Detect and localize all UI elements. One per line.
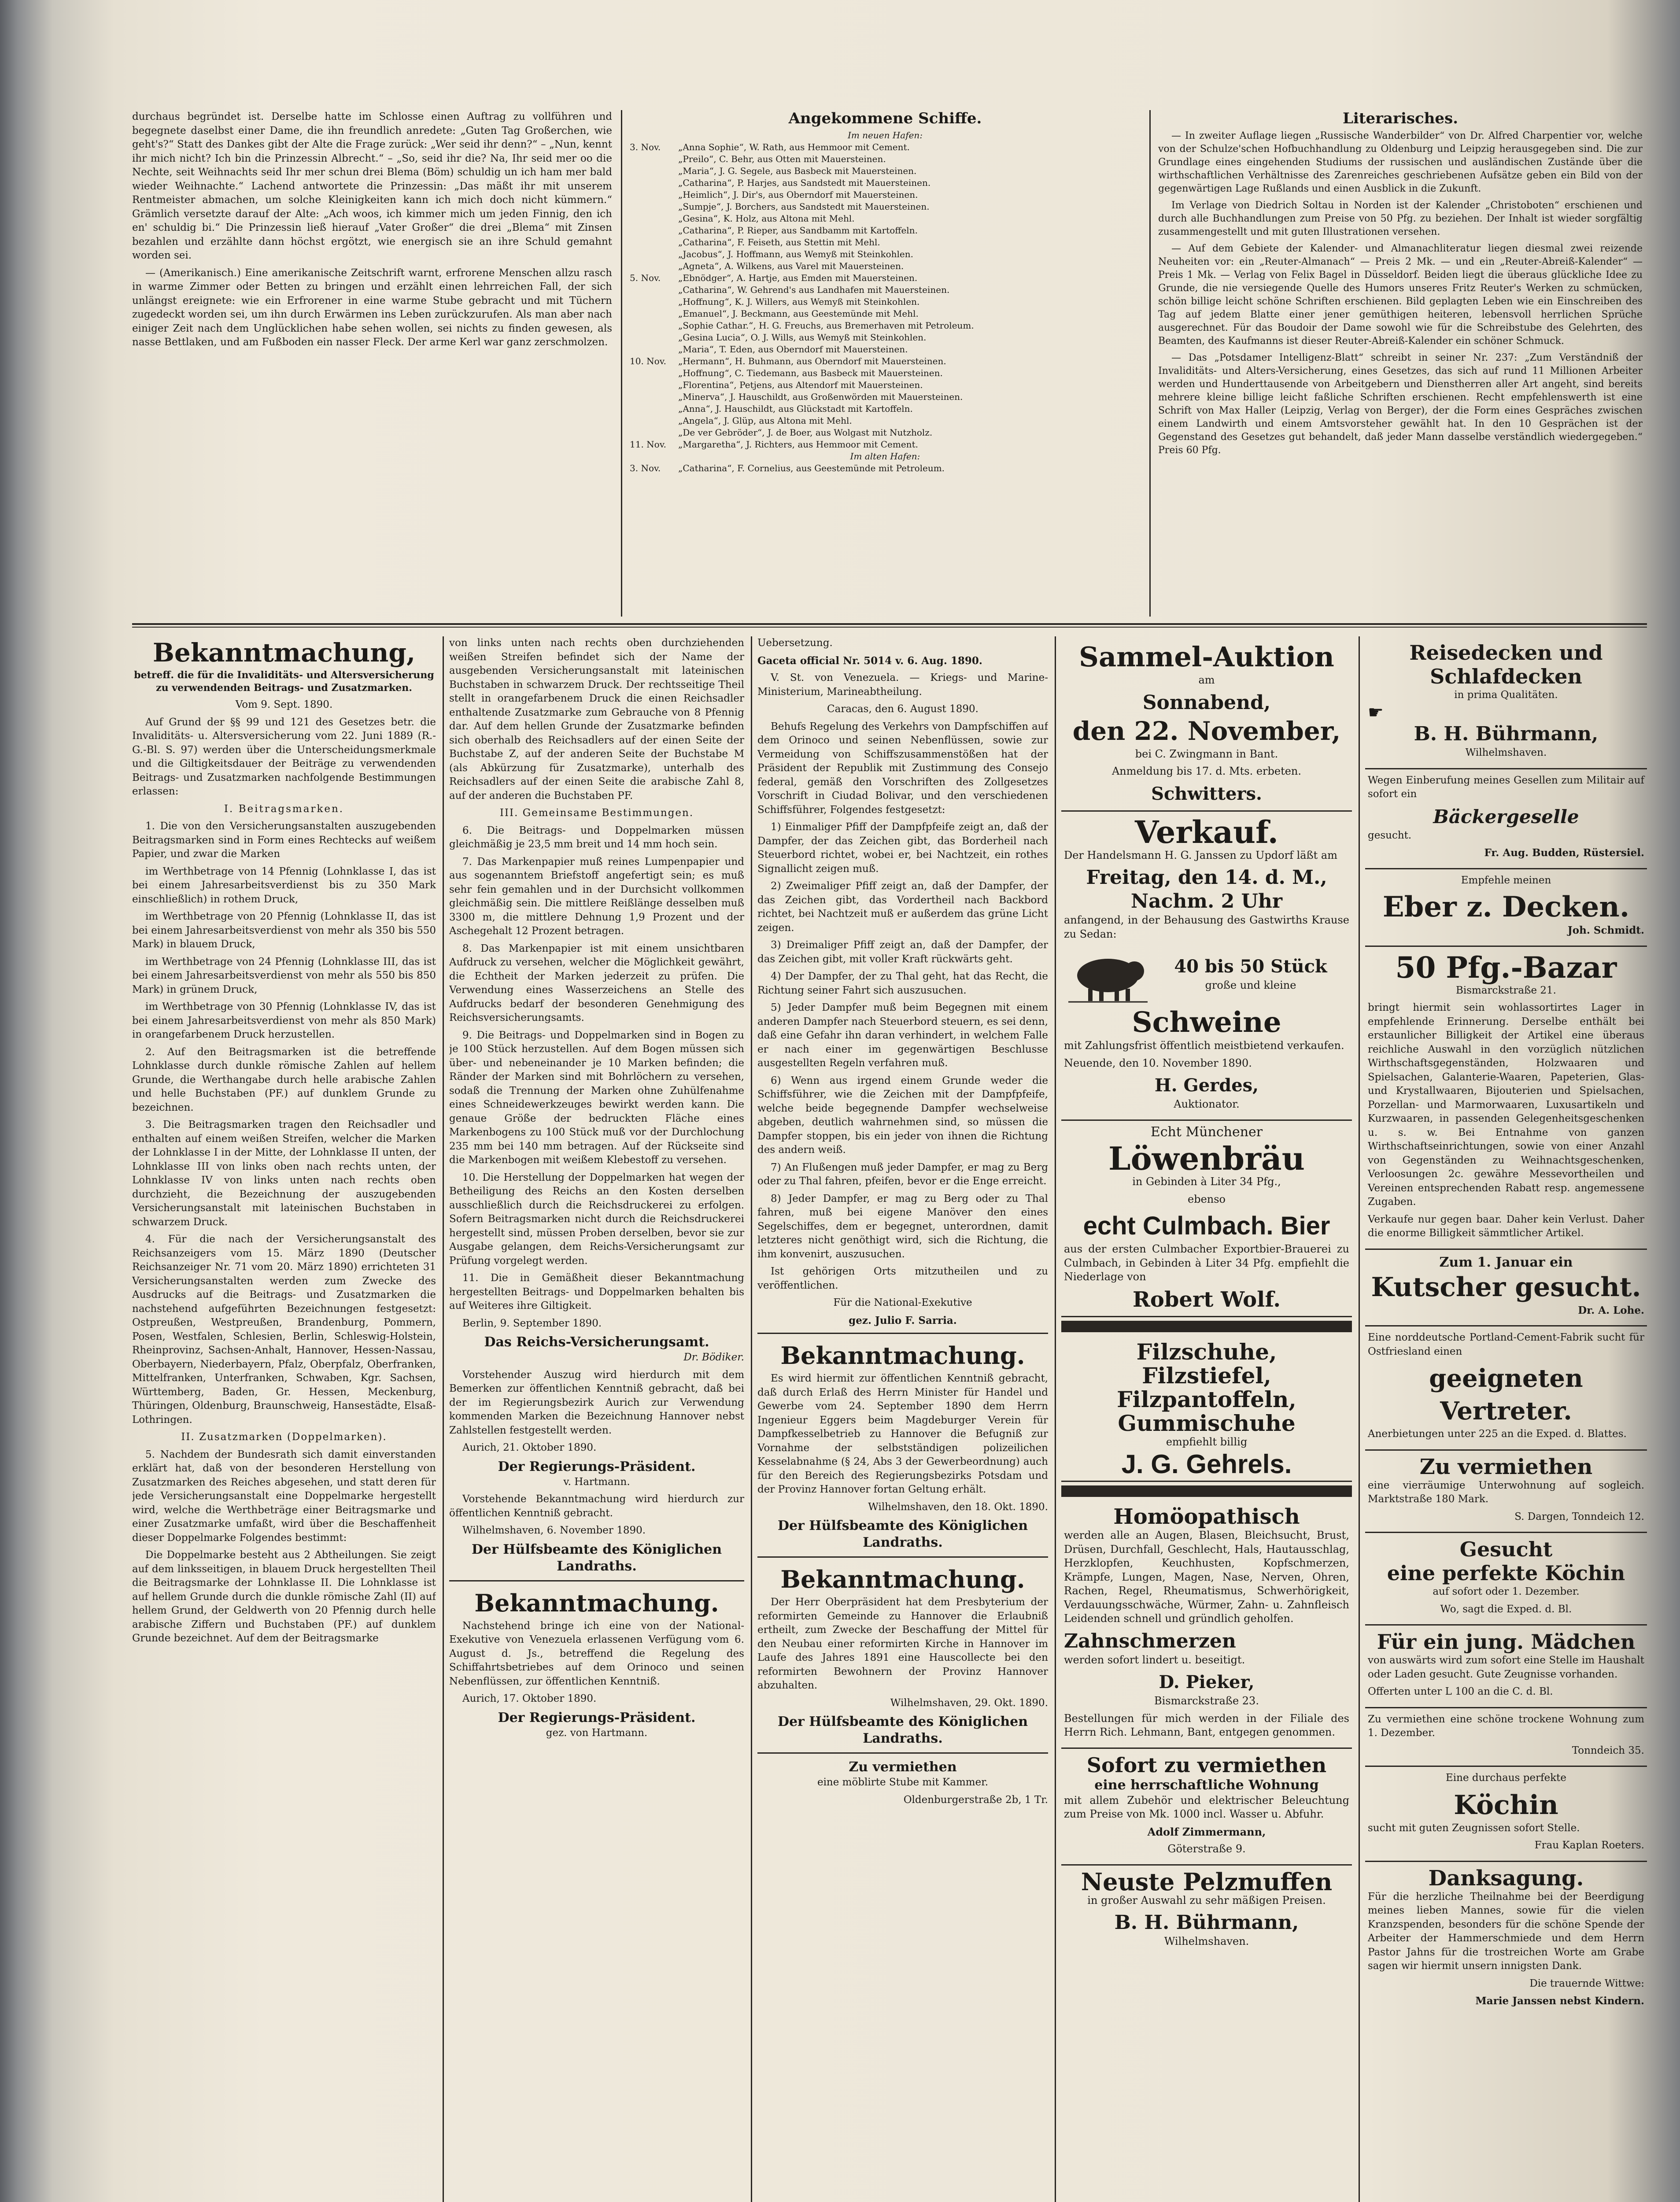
ship-row-text: „De ver Gebröder“, J. de Boer, aus Wolgast mit Nutzholz.	[678, 427, 933, 438]
ad-bazar	[1365, 947, 1647, 1250]
verm3-signature: Tonndeich 35.	[1572, 1744, 1644, 1756]
vertreter-text: Eine norddeutsche Portland-Cement-Fabrik sucht für Ostfriesland einen	[1368, 1332, 1644, 1357]
ad-pelzmuffen	[1061, 1866, 1352, 1957]
ship-row-date: 11. Nov.	[630, 439, 666, 450]
ship-row-text: „Catharina“, P. Harjes, aus Sandstedt mit Mauersteinen.	[678, 177, 931, 188]
ship-row-text: „Catharina“, W. Gehrend's aus Landhafen mit Mauersteinen.	[678, 284, 950, 295]
vertreter-text: Anerbietungen unter 225 an die Exped. d. Blattes.	[1368, 1428, 1627, 1440]
koechin-title2: eine perfekte Köchin	[1387, 1561, 1625, 1585]
koechin-text: Wo, sagt die Exped. d. Bl.	[1440, 1603, 1572, 1615]
verkauf-title: Verkauf.	[1134, 813, 1279, 850]
amerikanisch-paragraph: — (Amerikanisch.) Eine amerikanische Zeitschrift warnt, erfrorene Menschen allzu rasch in warme Zimmer oder Betten zu bringen und erzählt einen lehrreichen Fall, der sich unlängst ereignete: wie ein Erfrorener in eine warme Stube gebracht und mit Tüchern zugedeckt worden sei, um ihn durch Erwärmen ins Leben zurückzurufen. Als man aber nach einiger Zeit nach dem Unglücklichen habe sehen wollen, sei nichts zu finden gewesen, als nasse Bettlaken, und am Fußboden ein nasser Fleck. Der arme Kerl war ganz zerschmolzen.	[132, 267, 612, 348]
bek1-paragraph: im Werthbetrage von 30 Pfennig (Lohnklasse IV, das ist bei einem Jahresarbeitsverdienst von mehr als 850 Mark) in orangefarbenem Druck herzustellen.	[132, 1001, 436, 1040]
verkauf-date: Neuende, den 10. November 1890.	[1064, 1057, 1252, 1069]
dank-text: Die trauernde Wittwe:	[1529, 1977, 1644, 1989]
top-left-column	[132, 110, 612, 617]
ship-row-text: „Maria“, T. Eden, aus Oberndorf mit Mauersteinen.	[678, 344, 908, 355]
verm1-address: Oldenburgerstraße 2b, 1 Tr.	[903, 1794, 1048, 1806]
reise-signature: B. H. Bührmann,	[1414, 723, 1599, 745]
ad-divider	[449, 1580, 744, 1581]
baecker-text: gesucht.	[1368, 829, 1412, 841]
verkauf-text: große und kleine	[1205, 979, 1296, 992]
ship-row	[630, 153, 1141, 165]
ship-row-text: „Minerva“, J. Hauschildt, aus Großenwörden mit Mauersteinen.	[678, 392, 963, 402]
ship-row	[630, 189, 1141, 201]
bek3-date: Wilhelmshaven, den 18. Okt. 1890.	[868, 1501, 1048, 1513]
ship-row-text: „Heimlich“, J. Dir's, aus Oberndorf mit Mauersteinen.	[678, 189, 918, 200]
ship-row-text: „Anna“, J. Hauschildt, aus Glückstadt mit Kartoffeln.	[678, 403, 913, 414]
wohnung-title: Sofort zu vermiethen	[1086, 1753, 1327, 1777]
homo-text: werden sofort lindert u. beseitigt.	[1064, 1653, 1245, 1666]
bek1b-org: Der Regierungs-Präsident.	[498, 1459, 696, 1474]
bekanntmachung-title: Bekanntmachung,	[152, 638, 416, 668]
verkauf-pig-row	[1064, 945, 1349, 1006]
koechin2-text: Eine durchaus perfekte	[1446, 1772, 1566, 1784]
shoes-signature: J. G. Gehrels.	[1121, 1449, 1292, 1479]
ship-row-text: „Angela“, J. Glüp, aus Altona mit Mehl.	[678, 415, 852, 426]
ship-row-old: 3. Nov. „Catharina“, F. Cornelius, aus Geestemünde mit Petroleum.	[630, 463, 945, 473]
auktion-title: Sammel-Auktion	[1079, 641, 1334, 673]
ad-auktion	[1061, 636, 1352, 812]
literature-paragraph: — In zweiter Auflage liegen „Russische Wanderbilder“ von Dr. Alfred Charpentier vor, welche von der Schulze'schen Hofbuchhandlung zu Oldenburg und Leipzig herausgegeben sind. Die zur Grundlage eines eingehenden Studiums der russischen und ausländischen Zustände über die wirthschaftlichen Verhältnisse des Zarenreiches geschriebenen Aufsätze geben ein Bild von der gegenwärtigen Lage Rußlands und einen Ausblick in die Zukunft.	[1158, 130, 1643, 194]
ad-shoes	[1061, 1336, 1352, 1482]
ship-row	[630, 344, 1141, 355]
venez-line: Uebersetzung.	[757, 637, 833, 649]
verkauf-role: Auktionator.	[1174, 1098, 1240, 1110]
verm1-title: Zu vermiethen	[849, 1759, 957, 1775]
bek1-paragraph: Auf Grund der §§ 99 und 121 des Gesetzes betr. die Invaliditäts- u. Altersversicherung vom 22. Juni 1889 (R.-G.-Bl. S. 97) werden über die Unterscheidungsmerkmale und die Giltigkeitsdauer der Beiträge zu verwendenden Beitrags- und Zusatzmarken nachfolgende Bestimmungen erlassen:	[132, 716, 436, 797]
venez-paragraph: 8) Jeder Dampfer, er mag zu Berg oder zu Thal fahren, muß bei eigene Manöver den eines Segelschiffes, dem er begegnet, unterordnen, damit letzteres nicht genöthigt wird, sich die Richtung, die ihm konvenirt, auszusuchen.	[757, 1193, 1048, 1260]
homo-address: Bismarckstraße 23.	[1154, 1695, 1259, 1707]
ship-row-text: „Ebnödger“, A. Hartje, aus Emden mit Mauersteinen.	[678, 273, 918, 283]
ship-row	[630, 296, 1141, 308]
beer-text: in Gebinden à Liter 34 Pfg.,	[1132, 1175, 1281, 1188]
ad-danksagung	[1365, 1862, 1647, 2016]
bek2-title: Bekanntmachung.	[474, 1589, 719, 1617]
bekanntmachung-column-2	[449, 636, 744, 2202]
literature-paragraph: — Auf dem Gebiete der Kalender- und Almanachliteratur liegen diesmal zwei reizende Neuheiten vor: ein „Reuter-Almanach“ — Preis 2 Mk. — und ein „Reuter-Abreiß-Kalender“ — Preis 1 Mk. — Verlag von Felix Bagel in Düsseldorf. Beiden liegt die überaus glückliche Idee zu Grunde, die nie versiegende Quelle des Humors unseres Fritz Reuter's Werken zu schmücken, schön billige leicht schöne Schriften erschienen. Bild geplagten Leben wie ein Einschreiben des Tag auf jedem Blatte einer jener gemüthigen heiteren, lebensvoll herrlichen Sprüche ausgerechnet. Für das Boudoir der Dame sowohl wie für die Schreibstube des Gelehrten, des Beamten, des Kaufmanns ist dieser Reuter-Abreiß-Kalender ein schöner Schmuck.	[1158, 243, 1643, 347]
verkauf-text: anfangend, in der Behausung des Gastwirths Krause zu Sedan:	[1064, 914, 1349, 940]
ad-divider	[757, 1556, 1048, 1558]
eber-title: Eber z. Decken.	[1382, 890, 1630, 924]
baecker-text: Wegen Einberufung meines Gesellen zum Militair auf sofort ein	[1368, 774, 1644, 800]
venez-paragraph: V. St. von Venezuela. — Kriegs- und Marine-Ministerium, Marineabtheilung.	[757, 672, 1048, 698]
bek4-org: Der Hülfsbeamte des Königlichen Landraths.	[777, 1714, 1028, 1746]
pelz-title: Neuste Pelzmuffen	[1081, 1867, 1333, 1896]
bek1b-paragraph: 6. Die Beitrags- und Doppelmarken müssen gleichmäßig je 23,5 mm breit und 14 mm hoch sein.	[449, 824, 744, 850]
bek1-paragraph: im Werthbetrage von 20 Pfennig (Lohnklasse II, das ist bei einem Jahresarbeitsverdienst von mehr als 350 bis 550 Mark) in blauem Druck,	[132, 911, 436, 950]
ship-row	[630, 213, 1141, 225]
bazar-text: Verkaufe nur gegen baar. Daher kein Verlust. Daher die enorme Billigkeit sämmtlicher Artikel.	[1368, 1213, 1644, 1239]
ship-row-date: 10. Nov.	[630, 356, 666, 366]
bek1b-paragraph: 9. Die Beitrags- und Doppelmarken sind in Bogen zu je 100 Stück herzustellen. Auf dem Bogen müssen sich über- und nebeneinander je 10 Marken befinden; die Ränder der Marken sind mit Bohrlöchern zu versehen, sodaß die Trennung der Marken ohne Zuhülfenahme eines Schneidewerkzeuges bewirkt werden kann. Die genaue Größe der bedruckten Fläche eines Markenbogens zu 100 Stück muß vor der Durchlochung 235 mm bei 140 mm betragen. Auf der Rückseite sind die Markenbogen mit weißem Klebestoff zu versehen.	[449, 1029, 744, 1166]
pig-illustration-icon	[1064, 945, 1152, 1006]
venez-paragraph: Für die National-Exekutive	[833, 1297, 972, 1308]
ad-vermiethen-2	[1365, 1451, 1647, 1533]
verkauf-time: Nachm. 2 Uhr	[1130, 890, 1283, 913]
bazar-title: 50 Pfg.-Bazar	[1395, 950, 1617, 985]
ad-divider	[757, 1333, 1048, 1334]
ad-kutscher	[1365, 1250, 1647, 1327]
section-divider	[132, 627, 1647, 628]
ships-list	[630, 141, 1141, 451]
bazar-text: bringt hiermit sein wohlassortirtes Lager in empfehlende Erinnerung. Derselbe enthält bei erstaunlicher Billigkeit der Artikel eine überaus reichliche Auswahl in den vorzüglich nützlichen Wirthschaftsgegenständen, Holzwaaren und Spielsachen, Galanterie-Waaren, Papeterien, Glas- und Krystallwaaren, Bijouterien und Spielsachen, Porzellan- und Marmorwaaren, Luxusartikeln und Kurzwaaren, in passenden Gelegenheitsgeschenken u. s. w. Bei Entnahme von ganzen Wirthschaftseinrichtungen, sowie von einer Anzahl von Gegenständen zu Weihnachtsgeschenken, Verloosungen 2c. gewähre Messevortheilen und Vereinen entsprechenden Rabatt resp. angemessene Zugaben.	[1368, 1002, 1644, 1208]
kutscher-title: Kutscher gesucht.	[1371, 1271, 1641, 1303]
bek1b-heading: III. Gemeinsame Bestimmungen.	[499, 807, 694, 819]
ship-row	[630, 427, 1141, 439]
ship-row	[630, 236, 1141, 248]
literature-heading: Literarisches.	[1342, 110, 1458, 127]
ad-vertreter	[1365, 1326, 1647, 1451]
bek3-paragraph: Es wird hiermit zur öffentlichen Kenntniß gebracht, daß durch Erlaß des Herrn Minister für Handel und Gewerbe vom 24. September 1890 dem Herrn Ingenieur Eggers beim Magdeburger Verein für Dampfkesselbetrieb zu Hannover die Befugniß zur Vornahme der selbstständigen polizeilichen Kesselabnahme (§ 24, Abs 3 der Gewerbeordnung) auch für den Bereich des Regierungsbezirks Potsdam und der Provinz Hannover fortan Geltung erhält.	[757, 1373, 1048, 1495]
ship-row	[630, 320, 1141, 332]
shoes-line: Filzstiefel,	[1142, 1362, 1271, 1389]
verm2-title: Zu vermiethen	[1419, 1454, 1593, 1479]
maedchen-text: von auswärts wird zum sofort eine Stelle im Haushalt oder Laden gesucht. Gute Zeugnisse vorhanden.	[1368, 1655, 1644, 1680]
ship-row-date: 3. Nov.	[630, 142, 661, 152]
verkauf-count: 40 bis 50 Stück	[1174, 956, 1327, 977]
ship-row	[630, 201, 1141, 213]
venez-paragraph: 6) Wenn aus irgend einem Grunde weder die Schiffsführer, wie die Zeichen mit der Dampfpfeife, welche beide begegnende Dampfer wechselweise abgeben, deutlich wahrnehmen sind, so müssen die Dampfer stoppen, bis ein jeder von ihnen die Richtung des andern weiß.	[757, 1075, 1048, 1156]
pelz-address: Wilhelmshaven.	[1164, 1935, 1249, 1947]
reise-title: Reisedecken und Schlafdecken	[1409, 641, 1603, 688]
baecker-signature: Fr. Aug. Budden, Rüstersiel.	[1484, 847, 1644, 859]
ad-rule-bar	[1061, 1321, 1352, 1332]
ship-row	[630, 332, 1141, 344]
pelz-signature: B. H. Bührmann,	[1114, 1911, 1299, 1934]
shoes-line: Gummischuhe	[1118, 1410, 1296, 1436]
shoes-line: Filzschuhe,	[1136, 1338, 1277, 1365]
ads-column-1	[1061, 636, 1352, 2202]
bek1b-date: Aurich, 21. Oktober 1890.	[462, 1442, 597, 1453]
venez-paragraph: 1) Einmaliger Pfiff der Dampfpfeife zeigt an, daß der Dampfer, der das Zeichen gibt, das Borderheil nach Steuerbord richtet, wobei er, bei Nachtzeit, ein rothes Signallicht zeigen muß.	[757, 821, 1048, 875]
venez-date: Caracas, den 6. August 1890.	[827, 703, 978, 715]
ad-eber	[1365, 869, 1647, 947]
dank-signature: Marie Janssen nebst Kindern.	[1475, 1995, 1644, 2007]
bek1b-org: Das Reichs-Versicherungsamt.	[484, 1334, 709, 1350]
ship-row	[630, 355, 1141, 367]
column-rule	[1149, 110, 1151, 617]
ad-verkauf	[1061, 812, 1352, 1121]
ship-row	[630, 379, 1141, 391]
ship-row-text: „Gesina Lucia“, O. J. Wills, aus Wemyß mit Steinkohlen.	[678, 332, 927, 343]
ship-row-text: „Maria“, J. G. Segele, aus Basbeck mit Mauersteinen.	[678, 166, 917, 176]
reise-address: Wilhelmshaven.	[1465, 747, 1547, 758]
bek1-paragraph: 4. Für die nach der Versicherungsanstalt des Reichsanzeigers vom 15. März 1890 (Deutscher Reichsanzeiger Nr. 71 vom 20. März 1890) errichteten 31 Versicherungsanstalten werden zum Zwecke des Ausdrucks auf die Beitrags- und Zusatzmarken die nachstehend aufgeführten Bezeichnungen festgesetzt: Ostpreußen, Westpreußen, Brandenburg, Pommern, Posen, Westfalen, Schlesien, Berlin, Schleswig-Holstein, Rheinprovinz, Sachsen-Anhalt, Hannover, Hessen-Nassau, Oberbayern, Niederbayern, Pfalz, Oberpfalz, Oberfranken, Mittelfranken, Unterfranken, Schwaben, Kgr. Sachsen, Württemberg, Baden, Gr. Hessen, Meckenburg, Thüringen, Oldenburg, Braunschweig, Hansestädte, Elsaß-Lothringen.	[132, 1234, 436, 1426]
ship-row	[630, 284, 1141, 296]
bek1-heading: II. Zusatzmarken (Doppelmarken).	[181, 1431, 387, 1443]
venez-line: Gaceta official Nr. 5014 v. 6. Aug. 1890.	[757, 654, 982, 667]
ship-row	[630, 165, 1141, 177]
bek4-date: Wilhelmshaven, 29. Okt. 1890.	[890, 1697, 1048, 1709]
ad-rule-bar	[1061, 1485, 1352, 1497]
ship-row	[630, 248, 1141, 260]
bek4-title: Bekanntmachung.	[780, 1565, 1025, 1593]
venez-paragraph: Ist gehörigen Orts mitzutheilen und zu veröffentlichen.	[757, 1266, 1048, 1291]
beer-title2: echt Culmbach. Bier	[1083, 1212, 1330, 1240]
column-rule	[1055, 636, 1056, 2202]
bek1b-date: Wilhelmshaven, 6. November 1890.	[462, 1525, 646, 1536]
bek1-paragraph: 3. Die Beitragsmarken tragen den Reichsadler und enthalten auf einem weißen Streifen, welcher die Marken der Lohnklasse I in der Mitte, der Lohnklasse II unten, der Lohnklasse III von links oben nach rechts unten, der Lohnklasse IV von links unten nach rechts oben durchzieht, die Bezeichnung der auszugebenden Versicherungsanstalt mit lateinischen Buchstaben in schwarzem Druck.	[132, 1119, 436, 1228]
verkauf-text: Der Handelsmann H. G. Janssen zu Updorf läßt am	[1064, 849, 1337, 861]
homo-text: Bestellungen für mich werden in der Filiale des Herrn Rich. Lehmann, Bant, entgegen genommen.	[1064, 1712, 1349, 1738]
bek1-paragraph: 5. Nachdem der Bundesrath sich damit einverstanden erklärt hat, daß von der besonderen Herstellung von Zusatzmarken des Reiches abgesehen, und statt deren für jede Versicherungsanstalt eine Doppelmarke hergestellt wird, welche die Werthbeträge einer Beitragsmarke und einer Zusatzmarke umfaßt, wird über die Beschaffenheit dieser Doppelmarke Folgendes bestimmt:	[132, 1448, 436, 1544]
ship-row-text: „Sumpje“, J. Borchers, aus Sandstedt mit Mauersteinen.	[678, 201, 930, 212]
wohnung-signature: Adolf Zimmermann,	[1147, 1825, 1266, 1838]
ad-vermiethen-3	[1365, 1708, 1647, 1767]
vertreter-title: geeigneten Vertreter.	[1429, 1364, 1583, 1426]
ship-row-text: „Anna Sophie“, W. Rath, aus Hemmoor mit Cement.	[678, 142, 910, 152]
kutscher-text: Zum 1. Januar ein	[1439, 1254, 1573, 1270]
koechin-title: Gesucht	[1459, 1537, 1553, 1561]
beer-line: Echt Münchener	[1150, 1124, 1263, 1140]
ship-row-text: „Preilo“, C. Behr, aus Otten mit Mauersteinen.	[678, 154, 886, 164]
ships-subheading-new-harbor: Im neuen Hafen:	[847, 130, 923, 140]
ship-row-text: „Gesina“, K. Holz, aus Altona mit Mehl.	[678, 213, 855, 224]
homo-signature: D. Pieker,	[1159, 1672, 1255, 1692]
ship-row-text: „Florentina“, Petjens, aus Altendorf mit Mauersteinen.	[678, 380, 923, 390]
koechin2-signature: Frau Kaplan Roeters.	[1534, 1840, 1644, 1851]
ship-row	[630, 308, 1141, 320]
verm2-signature: S. Dargen, Tonndeich 12.	[1514, 1511, 1644, 1522]
ad-koechin	[1365, 1533, 1647, 1626]
ship-row-text: „Hoffnung“, C. Tiedemann, aus Basbeck mit Mauersteinen.	[678, 368, 943, 378]
ad-homoeopathisch	[1061, 1500, 1352, 1749]
literature-paragraph: Im Verlage von Diedrich Soltau in Norden ist der Kalender „Christoboten“ erschienen und durch alle Buchhandlungen zum Preise von 50 Pfg. zu beziehen. Der Inhalt ist wieder sorgfältig zusammengestellt und mit guten Illustrationen versehen.	[1158, 200, 1643, 237]
ship-row	[630, 260, 1141, 272]
wohnung-address: Göterstraße 9.	[1167, 1843, 1246, 1855]
verkauf-text: mit Zahlungsfrist öffentlich meistbietend verkaufen.	[1064, 1039, 1344, 1052]
column-rule	[621, 110, 622, 617]
ship-row-text: „Hoffnung“, K. J. Willers, aus Wemyß mit Steinkohlen.	[678, 296, 920, 307]
bek3-org: Der Hülfsbeamte des Königlichen Landraths.	[777, 1518, 1028, 1550]
ship-row	[630, 403, 1141, 415]
bek4-paragraph: Der Herr Oberpräsident hat dem Presbyterium der reformirten Gemeinde zu Hannover die Erlaubniß ertheilt, zum Zwecke der Beschaffung der Mittel für den Neubau einer reformirten Kirche in Hannover im Laufe des Jahres 1891 eine Hauscollecte bei den reformirten Bewohnern der Provinz Hannover abzuhalten.	[757, 1596, 1048, 1691]
ad-maedchen	[1365, 1626, 1647, 1708]
ship-row-text: „Sophie Cathar.“, H. G. Freuchs, aus Bremerhaven mit Petroleum.	[678, 320, 974, 331]
bek1b-paragraph: 7. Das Markenpapier muß reines Lumpenpapier und aus sogenanntem Briefstoff angefertigt sein; es muß sehr fein gemahlen und in der Durchsicht vollkommen gleichmäßig sein. Die mittlere Reißlänge desselben muß 3300 m, die mittlere Dehnung 1,9 Prozent und der Aschegehalt 12 Prozent betragen.	[449, 856, 744, 937]
venez-signature: gez. Julio F. Sarria.	[849, 1314, 957, 1326]
homo-title2: Zahnschmerzen	[1064, 1629, 1236, 1652]
bek1b-paragraph: von links unten nach rechts oben durchziehenden weißen Streifen befindet sich der Name der ausgebenden Versicherungsanstalt mit lateinischen Buchstaben in schwarzem Druck. Der rechtsseitige Theil stellt in orangefarbenem Druck die einen Reichsadler enthaltende Zusatzmarke zum Gebrauche von 8 Pfennig dar. Auf dem hellen Grunde der Zusatzmarke befinden sich oberhalb des Reichsadlers auf der einen Seite der Buchstabe Z, auf der anderen Seite der Buchstabe M (als Abkürzung für Zusatzmarke), unterhalb des Reichsadlers auf der einen Seite die arabische Zahl 8, auf der anderen die Buchstaben PF.	[449, 637, 744, 802]
pelz-text: in großer Auswahl zu sehr mäßigen Preisen.	[1087, 1894, 1326, 1906]
bek1b-paragraph: Vorstehende Bekanntmachung wird hierdurch zur öffentlichen Kenntniß gebracht.	[449, 1493, 744, 1519]
ship-row-date: 5. Nov.	[630, 273, 661, 283]
reise-text: in prima Qualitäten.	[1454, 689, 1558, 701]
auktion-signature: Schwitters.	[1151, 783, 1262, 804]
column-rule	[1359, 636, 1360, 2202]
shoes-line: Filzpantoffeln,	[1117, 1386, 1296, 1412]
bek1b-signature: Dr. Bödiker.	[683, 1352, 744, 1363]
ship-row	[630, 391, 1141, 403]
ship-row	[630, 225, 1141, 236]
verkauf-day: Freitag, den 14. d. M.,	[1086, 866, 1327, 889]
column-rule	[443, 636, 444, 2202]
baecker-title: Bäckergeselle	[1433, 805, 1579, 828]
verm3-text: Zu vermiethen eine schöne trockene Wohnung zum 1. Dezember.	[1368, 1713, 1644, 1739]
ship-row-text: „Hermann“, H. Buhmann, aus Oberndorf mit Mauersteinen.	[678, 356, 946, 366]
ship-row	[630, 177, 1141, 189]
beer-text: ebenso	[1188, 1193, 1226, 1205]
auktion-text: bei C. Zwingmann in Bant.	[1135, 747, 1278, 760]
ship-row	[630, 439, 1141, 451]
wohnung-text: mit allem Zubehör und elektrischer Beleuchtung zum Preise von Mk. 1000 incl. Wasser u. Abfuhr.	[1064, 1794, 1349, 1820]
verkauf-signature: H. Gerdes,	[1154, 1075, 1259, 1096]
anecdote-paragraph: durchaus begründet ist. Derselbe hatte im Schlosse einen Auftrag zu vollführen und begegnete daselbst einer Dame, die ihn freundlich anredete: „Guten Tag Großerchen, wie geht's?“ Statt des Dankes gibt der Alte die Frage zurück: „Wer seid ihr denn?“ – „Nun, kennt ihr mich nicht? Ich bin die Prinzessin Albrecht.“ – „So, seid ihr die? Na, Ihr seid mer oo die Nechte, seit Weihnachts seid Ihr mer schun drei Blema (Böm) schuldig un ich ham mer bald wieder Weihnachte.“ Lachend antwortete die Prinzessin: „Das mäßt ihr mit unserem Rentmeister abmachen, um solche Kleinigkeiten kann ich mich doch nicht kümmern.“ Grämlich versetzte darauf der Alte: „Ach woos, ich kimmer mich um jeden Finnig, den ich en' schuldig bi.“ Die Prinzessin ließ hierauf „Vater Großer“ die drei „Blema“ mit Zinsen bezahlen und erzählte dann höchst ergötzt, wie energisch sie an ihre Schuld gemahnt worden sei.	[132, 111, 612, 261]
ad-divider	[757, 1752, 1048, 1754]
dank-title: Danksagung.	[1428, 1866, 1584, 1891]
ship-row-text: „Emanuel“, J. Beckmann, aus Geestemünde mit Mehl.	[678, 308, 919, 319]
bekanntmachung-date: Vom 9. Sept. 1890.	[235, 699, 333, 710]
auktion-text: Anmeldung bis 17. d. Mts. erbeten.	[1111, 765, 1302, 777]
bek1-paragraph: 2. Auf den Beitragsmarken ist die betreffende Lohnklasse durch dunkle römische Zahlen auf hellem Grunde, die Werthangabe durch helle arabische Zahlen und helle Buchstaben (PF.) auf dunklem Grunde zu bezeichnen.	[132, 1046, 436, 1113]
verm2-text: eine vierräumige Unterwohnung auf sogleich. Marktstraße 180 Mark.	[1368, 1479, 1644, 1505]
beer-title: Löwenbräu	[1108, 1140, 1305, 1177]
beer-text: aus der ersten Culmbacher Exportbier-Brauerei zu Culmbach, in Gebinden à Liter 34 Pfg. empfiehlt die Niederlage von	[1064, 1243, 1349, 1283]
venez-paragraph: 7) An Flußengen muß jeder Dampfer, er mag zu Berg oder zu Thal fahren, pfeifen, bevor er die Enge erreicht.	[757, 1161, 1048, 1187]
shoes-text: empfiehlt billig	[1166, 1435, 1248, 1448]
ad-reisedecken	[1365, 636, 1647, 769]
eber-signature: Joh. Schmidt.	[1567, 924, 1644, 936]
bek2-signature: gez. von Hartmann.	[546, 1727, 648, 1739]
ships-heading: Angekommene Schiffe.	[788, 110, 982, 127]
bek1b-signature: v. Hartmann.	[563, 1476, 630, 1488]
kutscher-signature: Dr. A. Lohe.	[1578, 1304, 1644, 1316]
koechin2-text: sucht mit guten Zeugnissen sofort Stelle.	[1368, 1822, 1580, 1834]
bek2-paragraph: Nachstehend bringe ich eine von der National-Exekutive von Venezuela erlassenen Verfügung vom 6. August d. Js., betreffend die Regelung des Schiffahrtsbetriebes auf dem Orinoco und seinen Nebenflüssen, zur öffentlichen Kenntniß.	[449, 1620, 744, 1687]
bekanntmachung-subtitle: betreff. die für die Invaliditäts- und Altersversicherung zu verwendenden Beitrags- und Zusatzmarken.	[134, 669, 434, 694]
auktion-date: den 22. November,	[1072, 716, 1341, 746]
ship-row-text: „Catharina“, F. Feiseth, aus Stettin mit Mehl.	[678, 237, 880, 248]
homo-title: Homöopathisch	[1113, 1504, 1300, 1529]
beer-signature: Robert Wolf.	[1132, 1287, 1281, 1312]
ship-row	[630, 141, 1141, 153]
ad-wohnung	[1061, 1749, 1352, 1866]
koechin2-title: Köchin	[1454, 1789, 1558, 1821]
auktion-am: am	[1198, 674, 1215, 686]
bek1-paragraph: im Werthbetrage von 24 Pfennig (Lohnklasse III, das ist bei einem Jahresarbeitsverdienst von mehr als 550 bis 850 Mark) in grünem Druck,	[132, 956, 436, 995]
bek1b-paragraph: 10. Die Herstellung der Doppelmarken hat wegen der Betheiligung des Reichs an den Kosten derselben ausschließlich durch die Reichsdruckerei zu erfolgen. Sofern Beitragsmarken nicht durch die Reichsdruckerei hergestellt sind, müssen Proben derselben, bevor sie zur Ausgabe gelangen, dem Reichs-Versicherungsamt zur Prüfung vorgelegt werden.	[449, 1171, 744, 1267]
ship-row	[630, 415, 1141, 427]
bek1-paragraph: 1. Die von den Versicherungsanstalten auszugebenden Beitragsmarken sind in Form eines Rechtecks auf weißem Papier, und zwar die Marken	[132, 820, 436, 860]
bekanntmachung-column-1	[132, 636, 436, 2202]
literature-column	[1158, 110, 1643, 617]
bek2-date: Aurich, 17. Oktober 1890.	[462, 1693, 597, 1704]
bek1-paragraph: Die Doppelmarke besteht aus 2 Abtheilungen. Sie zeigt auf dem linksseitigen, in blauem Druck hergestellten Theil die Beitragsmarke der Lohnklasse II. Die Lohnklasse ist auf hellem Grunde durch die dunkle römische Zahl (II) auf hellem Grund, der Geldwerth von 20 Pfennig durch helle arabische Ziffern und Buchstaben (PF.) auf dunklem Grunde bezeichnet. Auf dem der Beitragsmarke	[132, 1549, 436, 1644]
bek2-org: Der Regierungs-Präsident.	[498, 1710, 696, 1725]
ship-row-text: „Catharina“, P. Rieper, aus Sandbamm mit Kartoffeln.	[678, 225, 918, 236]
column-rule	[751, 636, 752, 2202]
bek1b-paragraph: 8. Das Markenpapier ist mit einem unsichtbaren Aufdruck zu versehen, welcher die Möglichkeit gewährt, die Echtheit der Marken jederzeit zu prüfen. Die Verwendung eines Wasserzeichens an Stelle des Aufdrucks bedarf der besonderen Genehmigung des Reichsversicherungsamts.	[449, 942, 744, 1023]
ships-subheading-old-harbor: Im alten Hafen:	[850, 451, 920, 462]
bek1b-paragraph: Vorstehender Auszug wird hierdurch mit dem Bemerken zur öffentlichen Kenntniß gebracht, daß bei der im Regierungsbezirk Aurich zur Verwendung kommenden Marken die Bezeichnung Hannover nebst Zahlstellen festgestellt werden.	[449, 1369, 744, 1436]
verkauf-title2: Schweine	[1132, 1006, 1281, 1039]
bek1-paragraph: im Werthbetrage von 14 Pfennig (Lohnklasse I, das ist bei einem Jahresarbeitsverdienst bis zu 350 Mark einschließlich) in rothem Druck,	[132, 865, 436, 905]
maedchen-title: Für ein jung. Mädchen	[1377, 1630, 1636, 1654]
eber-text: Empfehle meinen	[1461, 874, 1551, 886]
verkauf-count-block	[1152, 955, 1349, 996]
ships-column	[630, 110, 1141, 617]
venez-paragraph: 2) Zweimaliger Pfiff zeigt an, daß der Dampfer, der das Zeichen gibt, das Vordertheil nach Backbord richtet, bei Nachtzeit muß er außerdem das grüne Licht zeigen.	[757, 880, 1048, 934]
ship-row	[630, 272, 1141, 284]
auktion-day: Sonnabend,	[1142, 691, 1271, 714]
verm1-text: eine möblirte Stube mit Kammer.	[817, 1777, 989, 1788]
bazar-address: Bismarckstraße 21.	[1455, 984, 1556, 996]
ad-koechin-2	[1365, 1767, 1647, 1862]
homo-text: werden alle an Augen, Blasen, Bleichsucht, Brust, Drüsen, Durchfall, Geschlecht, Hals, Hautausschlag, Herzklopfen, Keuchhusten, Kopfschmerzen, Krämpfe, Lungen, Magen, Nase, Nerven, Ohren, Rachen, Regel, Rheumatismus, Schwerhörigkeit, Verdauungsschwäche, Würmer, Zahn- u. Zahnfleisch Leidenden schnell und gründlich geholfen.	[1064, 1529, 1349, 1625]
ship-row-text: „Agneta“, A. Wilkens, aus Varel mit Mauersteinen.	[678, 261, 904, 271]
koechin-text: auf sofort oder 1. Dezember.	[1433, 1586, 1580, 1597]
maedchen-text: Offerten unter L 100 an die C. d. Bl.	[1368, 1686, 1553, 1697]
bek1b-date: Berlin, 9. September 1890.	[462, 1317, 602, 1329]
literature-paragraph: — Das „Potsdamer Intelligenz-Blatt“ schreibt in seiner Nr. 237: „Zum Verständniß der Invaliditäts- und Alters-Versicherung, eines Gesetzes, das sich auf rund 11 Millionen Arbeiter werden und Hunderttausende von Arbeitgebern und Dienstherren aller Art angeht, sind bereits mehrere kleine billige leicht faßliche Schriften erschienen. Recht empfehlenswerth ist eine Schrift von Max Haller (Leipzig, Verlag von Berger), der die Form eines Gespräches zwischen einem Landwirth und einem Amtsvorsteher gewählt hat. In den 10 Gesprächen ist der Gegenstand des Gesetzes gut behandelt, daß jeder Mann dasselbe verständlich wiedergegeben.“ Preis 60 Pfg.	[1158, 352, 1643, 456]
bek1b-paragraph: 11. Die in Gemäßheit dieser Bekanntmachung hergestellten Beitrags- und Doppelmarken behalten bis auf Weiteres ihre Giltigkeit.	[449, 1272, 744, 1312]
venez-paragraph: Behufs Regelung des Verkehrs von Dampfschiffen auf dem Orinoco und seinen Nebenflüssen, sowie zur Vermeidung von Schiffszusammenstößen hat der Präsident der Republik mit Zustimmung des Consejo federal, gemäß den Vorschriften des Zollgesetzes Vorschrift in Ciudad Bolivar, und den verschiedenen Schiffsführer, Folgendes festgesetzt:	[757, 720, 1048, 816]
ship-row-text: „Margaretha“, J. Richters, aus Hemmoor mit Cement.	[678, 439, 918, 450]
ad-baecker	[1365, 769, 1647, 869]
newspaper-page	[132, 97, 1647, 2202]
venezuela-column	[757, 636, 1048, 2202]
ad-beer	[1061, 1121, 1352, 1317]
bek1-heading: I. Beitragsmarken.	[224, 803, 344, 815]
dank-text: Für die herzliche Theilnahme bei der Beerdigung meines lieben Mannes, sowie für die vielen Kranzspenden, besonders für die schöne Spende der Arbeiter der Hammerschmiede und dem Herrn Pastor Jahns für die trostreichen Worte am Grabe sagen wir hiermit unsern innigsten Dank.	[1368, 1891, 1644, 1972]
venez-paragraph: 3) Dreimaliger Pfiff zeigt an, daß der Dampfer, der das Zeichen gibt, mit voller Kraft rückwärts geht.	[757, 939, 1048, 965]
ship-row-text: „Jacobus“, J. Hoffmann, aus Wemyß mit Steinkohlen.	[678, 249, 913, 259]
pointing-hand-icon: ☛	[1368, 702, 1384, 723]
venez-paragraph: 4) Der Dampfer, der zu Thal geht, hat das Recht, die Richtung seiner Fahrt sich auszusuchen.	[757, 971, 1048, 996]
bek1b-org: Der Hülfsbeamte des Königlichen Landraths.	[471, 1541, 722, 1574]
bek3-title: Bekanntmachung.	[780, 1341, 1025, 1370]
ads-column-2	[1365, 636, 1647, 2202]
ship-row	[630, 367, 1141, 379]
venez-paragraph: 5) Jeder Dampfer muß beim Begegnen mit einem anderen Dampfer nach Steuerbord steuern, es sei denn, daß eine Gefahr ihn daran verhindert, in welchem Falle er nach einer im gegenwärtigen Beschlusse ausgestellten Regeln verfahren muß.	[757, 1002, 1048, 1069]
section-divider	[132, 623, 1647, 625]
wohnung-subtitle: eine herrschaftliche Wohnung	[1094, 1777, 1319, 1793]
